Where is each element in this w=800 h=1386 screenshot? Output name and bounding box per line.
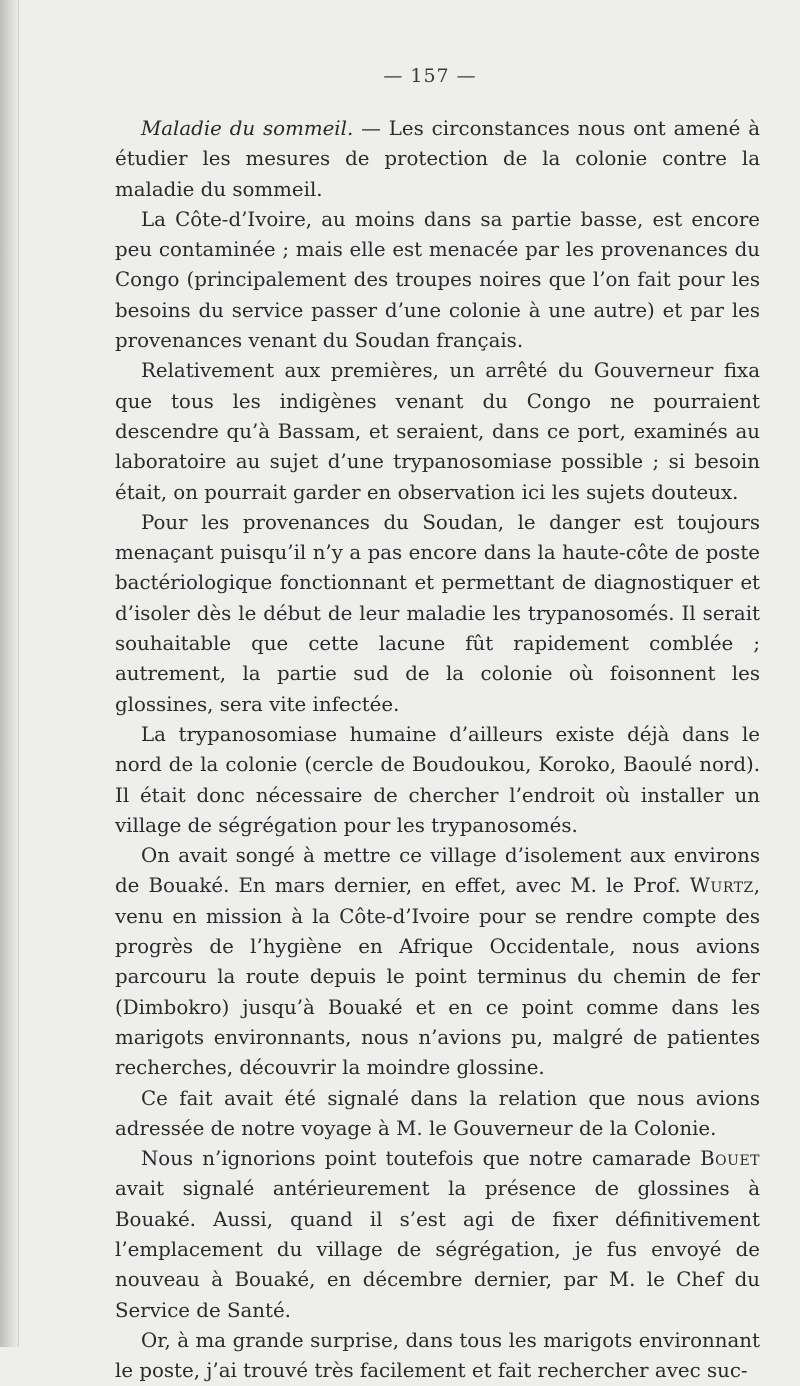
page-edge	[18, 0, 19, 1347]
page-number: — 157 —	[383, 65, 477, 87]
page-binding-shadow	[0, 0, 18, 1347]
paragraph-text: Les circonstances nous ont amené à étudier les mesures de protection de la colonie contre la maladie du sommeil.	[115, 117, 760, 201]
title-dash: —	[353, 117, 389, 140]
section-title: Maladie du sommeil.	[141, 117, 354, 140]
paragraph-text: avait signalé antérieurement la présence de glossines à Bouaké. Aussi, quand il s’est agi de fixer définitivement l’emplacement du village de ségrégation, je fus envoyé de nouveau à Bouaké, en décembre dernier, par M. le Chef du Service de Santé.	[115, 1177, 760, 1322]
paragraph-cote-divoire: La Côte-d’Ivoire, au moins dans sa partie basse, est encore peu contaminée ; mais elle est menacée par les provenances du Congo (principalement des troupes noires que l’on fait pour les besoins du service passer d’une colonie à une autre) et par les provenances venant du Soudan français.	[115, 207, 760, 353]
paragraph-soudan-provenances: Pour les provenances du Soudan, le danger est toujours menaçant puisqu’il n’y a pas encore dans la haute-côte de poste bactériologique fonctionnant et permettant de diagnostiquer et d’isoler dès le début de leur maladie les trypanosomés. Il serait souhaitable que cette lacune fût rapidement comblée ; autrement, la partie sud de la colonie où foisonnent les glossines, sera vite infectée.	[115, 510, 760, 716]
paragraph-trypanosomiasis-north: La trypanosomiase humaine d’ailleurs existe déjà dans le nord de la colonie (cercle de Boudoukou, Koroko, Baoulé nord). Il était donc nécessaire de chercher l’endroit où installer un village de ségrégation pour les trypanosomés.	[115, 722, 760, 837]
paragraph-text: , venu en mission à la Côte-d’Ivoire pour se rendre compte des progrès de l’hygiène en Afrique Occidentale, nous avions parcouru la route depuis le point terminus du chemin de fer (Dimbokro) jusqu’à Bouaké et en ce point comme dans les marigots environnants, nous n’avions pu, malgré de patientes recherches, découvrir la moindre glossine.	[115, 874, 760, 1080]
paragraph-text: On avait songé à mettre ce village d’isolement aux environs de Bouaké. En mars dernier, en effet, avec M. le Prof.	[115, 844, 760, 898]
paragraph-surprise: Or, à ma grande surprise, dans tous les marigots environnant le poste, j’ai trouvé très facilement et fait rechercher avec suc-	[115, 1328, 760, 1383]
person-name-wurtz: Wurtz	[689, 874, 754, 898]
paragraph-text: Nous n’ignorions point toutefois que notre camarade	[141, 1147, 701, 1171]
paragraph-sleeping-sickness	[115, 114, 760, 205]
paragraph-congo-provenances: Relativement aux premières, un arrêté du Gouverneur fixa que tous les indigènes venant du Congo ne pourraient descendre qu’à Bassam, et seraient, dans ce port, examinés au laboratoire au sujet d’une trypanosomiase possible ; si besoin était, on pourrait garder en observation ici les sujets douteux.	[115, 359, 760, 504]
body-text	[115, 114, 760, 1386]
paragraph-bouake-mission	[115, 841, 760, 1083]
paragraph-bouet	[115, 1144, 760, 1326]
person-name-bouet: Bouet	[700, 1147, 760, 1171]
paragraph-report: Ce fait avait été signalé dans la relation que nous avions adressée de notre voyage à M. le Gouverneur de la Colonie.	[115, 1086, 760, 1140]
